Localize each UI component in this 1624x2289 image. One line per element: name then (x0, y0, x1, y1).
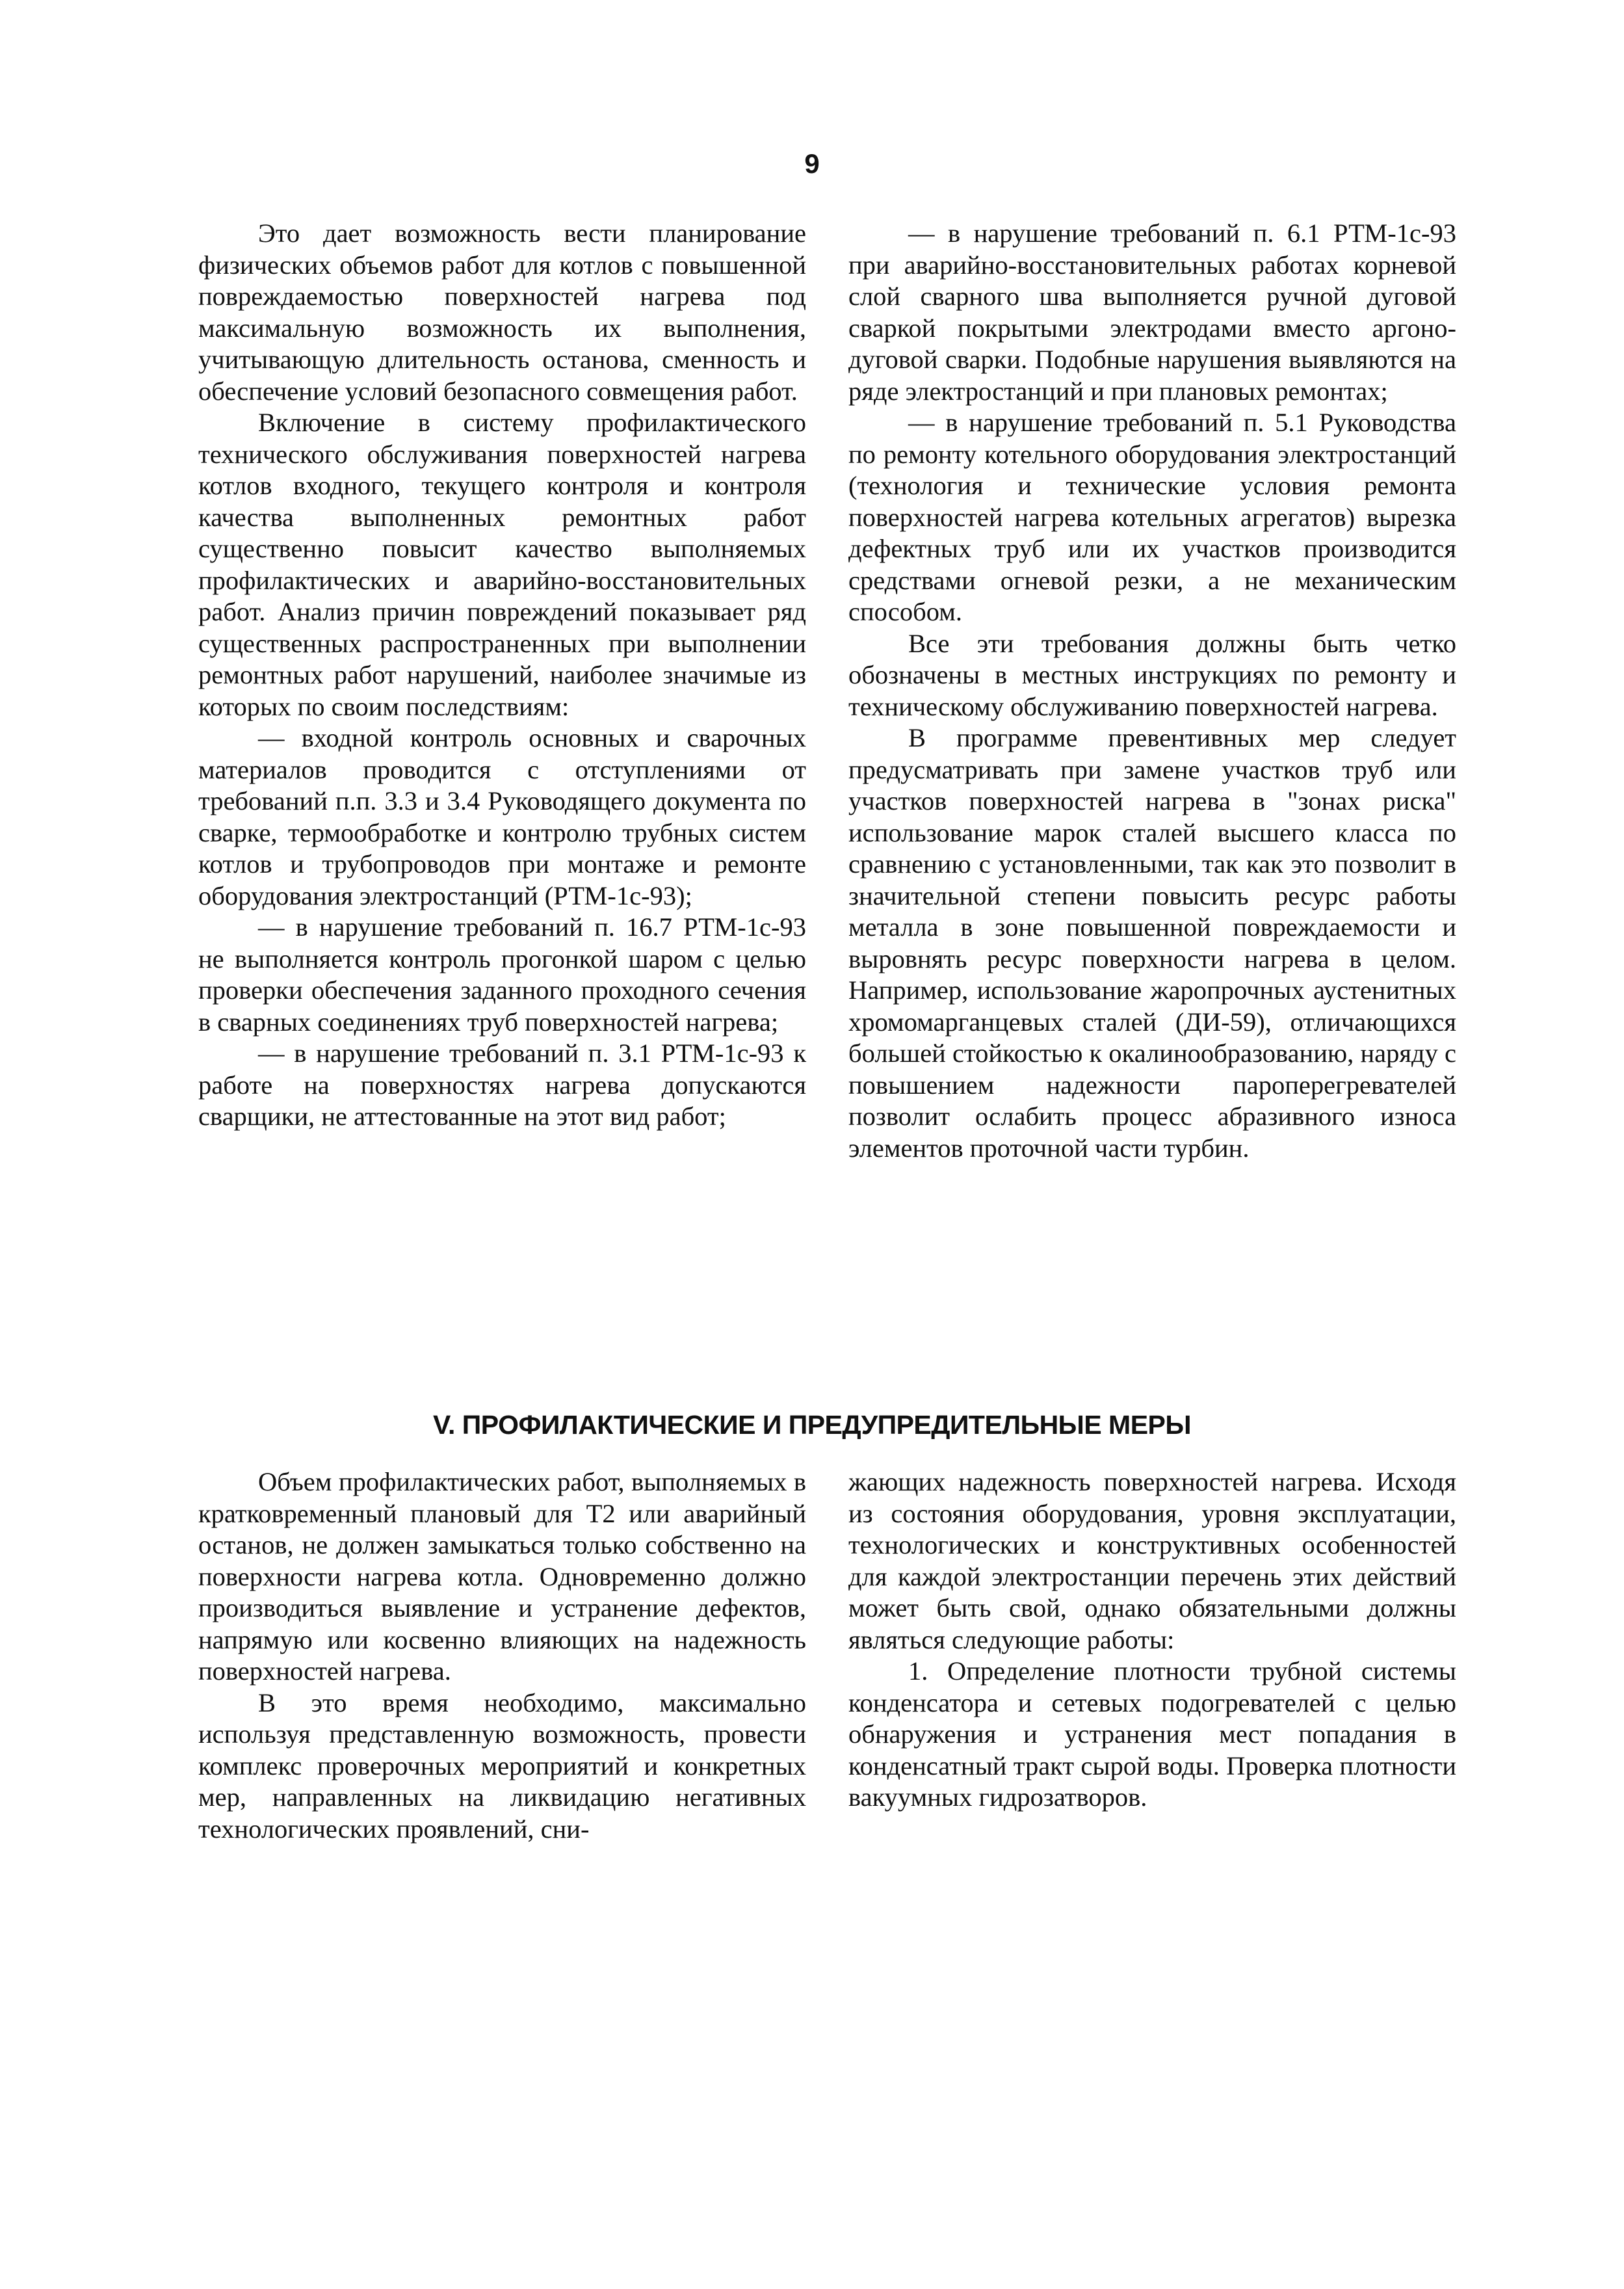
top-right-column (848, 218, 1456, 1164)
paragraph: Это дает возможность вести планирование физических объемов работ для котлов с повышенной повреждаемостью поверхностей нагрева под максимальную возможность их выполнения, учитывающую длительность останова, сменность и обеспечение условий безопасного совмещения работ. (198, 218, 806, 406)
paragraph: Объем профилактических работ, выполняемых в кратковременный плановый для Т2 или аварийный останов, не должен замыкаться только собственно на поверхности нагрева котла. Одновременно должно производиться выявление и устранение дефектов, напрямую или косвенно влияющих на надежность поверхностей нагрева. (198, 1467, 806, 1686)
list-item: 1. Определение плотности трубной системы конденсатора и сетевых подогревателей с целью обнаружения и устранения мест попадания в конденсатный тракт сырой воды. Проверка плотности вакуумных гидрозатворов. (848, 1656, 1456, 1812)
top-left-column (198, 218, 806, 1133)
bottom-right-column (848, 1466, 1456, 1814)
paragraph: жающих надежность поверхностей нагрева. Исходя из состояния оборудования, уровня эксплуатации, технологических и конструктивных особенностей для каждой электростанции перечень этих действий может быть свой, однако обязательными должны являться следующие работы: (848, 1467, 1456, 1654)
section-heading: V. ПРОФИЛАКТИЧЕСКИЕ И ПРЕДУПРЕДИТЕЛЬНЫЕ МЕРЫ (432, 1410, 1192, 1440)
list-item: — в нарушение требований п. 3.1 РТМ-1с-93 к работе на поверхностях нагрева допускаются сварщики, не аттестованные на этот вид работ; (198, 1039, 806, 1131)
list-item: — входной контроль основных и сварочных материалов проводится с отступлениями от требований п.п. 3.3 и 3.4 Руководящего документа по сварке, термообработке и контролю трубных систем котлов и трубопроводов при монтаже и ремонте оборудования электростанций (РТМ-1с-93); (198, 723, 806, 910)
list-item: — в нарушение требований п. 16.7 РТМ-1с-93 не выполняется контроль прогонкой шаром с целью проверки обеспечения заданного проходного сечения в сварных соединениях труб поверхностей нагрева; (198, 912, 806, 1037)
paragraph: Все эти требования должны быть четко обозначены в местных инструкциях по ремонту и техническому обслуживанию поверхностей нагрева. (848, 628, 1456, 721)
list-item: — в нарушение требований п. 6.1 РТМ-1с-93 при аварийно-восстановительных работах корневой слой сварного шва выполняется ручной дуговой сваркой покрытыми электродами вместо аргоно-дуговой сварки. Подобные нарушения выявляются на ряде электростанций и при плановых ремонтах; (848, 218, 1456, 406)
paragraph: В программе превентивных мер следует предусматривать при замене участков труб или участков поверхностей нагрева в "зонах риска" использование марок сталей высшего класса по сравнению с установленными, так как это позволит в значительной степени повысить ресурс работы металла в зоне повышенной повреждаемости и выровнять ресурс поверхности нагрева в целом. Например, использование жаропрочных аустенитных хромомарганцевых сталей (ДИ-59), отличающихся большей стойкостью к окалинообразованию, наряду с повышением надежности пароперегревателей позволит ослабить процесс абразивного износа элементов проточной части турбин. (848, 723, 1456, 1163)
list-item: — в нарушение требований п. 5.1 Руководства по ремонту котельного оборудования электростанций (технология и технические условия ремонта поверхностей нагрева котельных агрегатов) вырезка дефектных труб или их участков производится средствами огневой резки, а не механическим способом. (848, 408, 1456, 626)
bottom-left-column (198, 1466, 806, 1845)
paragraph: Включение в систему профилактического технического обслуживания поверхностей нагрева котлов входного, текущего контроля и контроля качества выполненных ремонтных работ существенно повысит качество выполняемых профилактических и аварийно-восстановительных работ. Анализ причин повреждений показывает ряд существенных распространенных при выполнении ремонтных работ нарушений, наиболее значимые из которых по своим последствиям: (198, 408, 806, 721)
page-number: 9 (804, 148, 820, 179)
paragraph: В это время необходимо, максимально используя представленную возможность, провести комплекс проверочных мероприятий и конкретных мер, направленных на ликвидацию негативных технологических проявлений, сни- (198, 1687, 806, 1844)
